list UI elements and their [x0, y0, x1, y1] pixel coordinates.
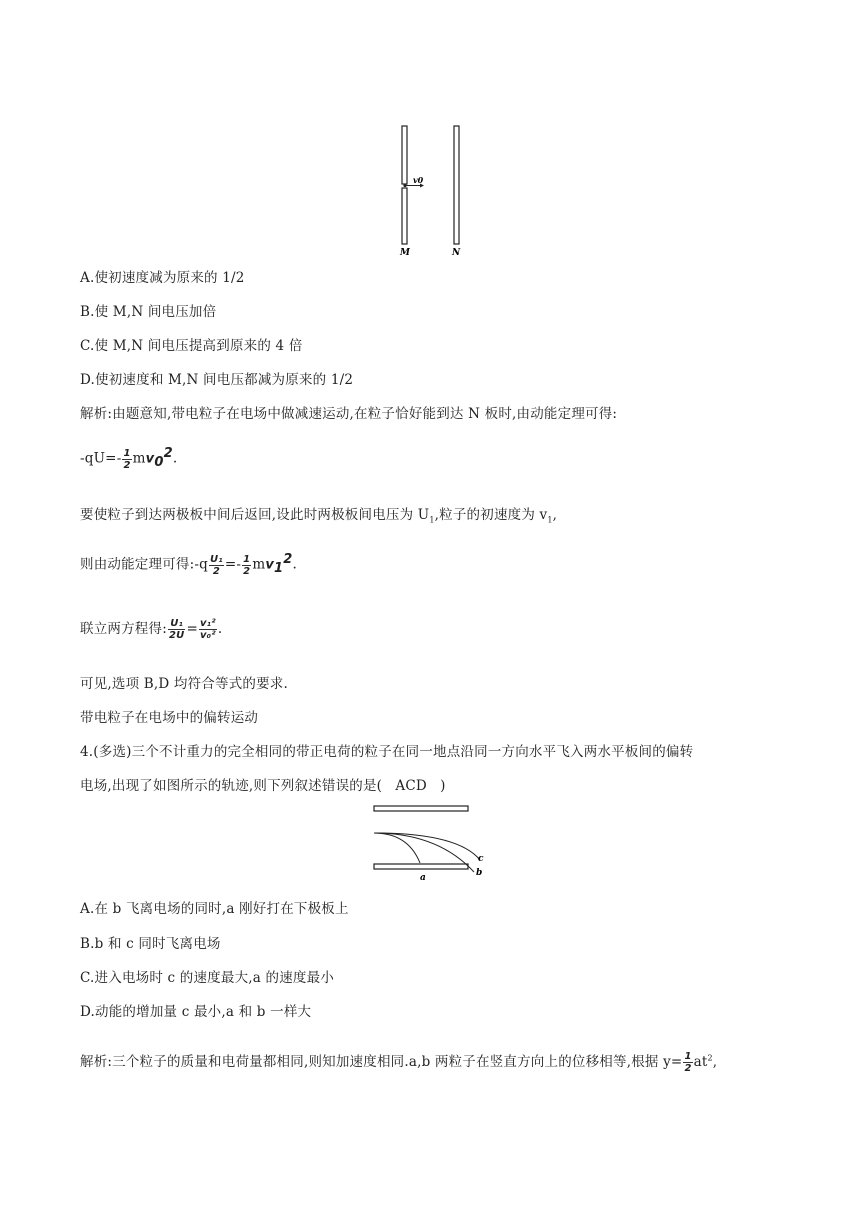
eq3-mid: =	[186, 621, 198, 637]
label-a: a	[420, 873, 426, 883]
eq2-sup: 2	[283, 552, 293, 567]
label-m: M	[400, 248, 410, 258]
eq3-f1-den: 2U	[168, 630, 185, 641]
eq2-prefix: 则由动能定理可得:-q	[80, 556, 208, 573]
plate-m-lower	[402, 188, 407, 244]
q4-analysis	[80, 1050, 717, 1074]
eq1-mass: m	[132, 450, 146, 467]
q4-paren-close: )	[440, 778, 446, 794]
eq1-var: v	[145, 451, 155, 467]
trajectory-b	[374, 833, 474, 872]
q4-option-b: B.b 和 c 同时飞离电场	[80, 936, 221, 952]
eq1-prefix: -qU=-	[80, 450, 122, 467]
plate-m-upper	[402, 126, 407, 184]
label-v0: v0	[413, 175, 424, 185]
q4-option-d: D.动能的增加量 c 最小,a 和 b 一样大	[80, 1004, 312, 1020]
equation-3	[80, 617, 222, 641]
analysis-line2	[80, 503, 557, 525]
eq2-fraction-2	[242, 554, 251, 577]
equation-2	[80, 552, 297, 577]
eq3-f2-den: v₀²	[199, 630, 216, 641]
eq2-f2-num: 1	[243, 553, 251, 565]
q4-option-a: A.在 b 飞离电场的同时,a 刚好打在下极板上	[80, 901, 349, 917]
eq2-f1-num: U₁	[209, 553, 223, 565]
eq1-sub: 0	[154, 455, 164, 471]
eq3-fraction-1	[168, 618, 185, 641]
option-b: B.使 M,N 间电压加倍	[80, 304, 217, 320]
eq1-den: 2	[123, 459, 131, 471]
eq2-mass: m	[252, 556, 266, 573]
equation-1	[80, 446, 177, 471]
eq3-fraction-2	[199, 618, 217, 641]
line2-a: 要使粒子到达两极板中间后返回,设此时两极板间电压为 U	[80, 507, 430, 523]
q4-option-c: C.进入电场时 c 的速度最大,a 的速度最小	[80, 970, 335, 986]
label-c: c	[478, 854, 484, 864]
line2-c: ,	[552, 507, 558, 523]
upper-plate	[374, 806, 468, 811]
q4-analysis-text: 解析:三个粒子的质量和电荷量都相同,则知加速度相同.a,b 两粒子在竖直方向上的位移相等,根据 y=	[80, 1054, 683, 1070]
eq2-fraction-1	[209, 554, 224, 577]
q4-frac-den: 2	[684, 1063, 692, 1074]
analysis-intro: 解析:由题意知,带电粒子在电场中做减速运动,在粒子恰好能到达 N 板时,由动能定理可得:	[80, 406, 618, 422]
plate-n	[454, 126, 459, 244]
option-a: A.使初速度减为原来的 1/2	[80, 270, 245, 286]
analysis-conclusion: 可见,选项 B,D 均符合等式的要求.	[80, 676, 289, 692]
q4-analysis-sup: 2	[707, 1053, 713, 1063]
deflection-figure	[368, 802, 492, 884]
q4-analysis-at: at	[693, 1054, 708, 1070]
line2-sub2: 1	[547, 515, 553, 525]
eq3-end: .	[217, 621, 223, 637]
eq2-var: v	[265, 557, 275, 573]
eq2-f1-den: 2	[212, 565, 220, 577]
label-b: b	[476, 868, 483, 878]
option-c: C.使 M,N 间电压提高到原来的 4 倍	[80, 338, 303, 354]
eq1-end: .	[172, 450, 178, 467]
plates-diagram	[390, 122, 470, 260]
q4-stem: 电场,出现了如图所示的轨迹,则下列叙述错误的是(	[80, 778, 383, 794]
trajectory-c	[374, 833, 480, 860]
eq1-sup: 2	[163, 446, 173, 461]
section-title: 带电粒子在电场中的偏转运动	[80, 710, 259, 726]
lower-plate	[374, 864, 468, 869]
deflection-diagram	[368, 802, 492, 884]
eq1-fraction	[122, 448, 131, 471]
plates-figure	[390, 122, 470, 260]
line2-sub1: 1	[429, 515, 435, 525]
eq3-f2-num: v₁²	[199, 618, 216, 629]
eq2-end: .	[292, 556, 298, 573]
q4-line2	[80, 774, 446, 794]
eq1-num: 1	[123, 447, 131, 459]
eq3-f1-num: U₁	[168, 618, 185, 630]
q4-analysis-end: ,	[712, 1054, 718, 1070]
eq2-sub: 1	[274, 561, 284, 577]
q4-frac-num: 1	[684, 1051, 692, 1062]
line2-b: ,粒子的初速度为 v	[434, 507, 548, 523]
option-d: D.使初速度和 M,N 间电压都减为原来的 1/2	[80, 372, 354, 388]
eq2-f2-den: 2	[243, 565, 251, 577]
q4-analysis-fraction	[683, 1051, 692, 1074]
eq2-mid1: =-	[224, 556, 242, 573]
label-n: N	[452, 248, 461, 258]
eq3-prefix: 联立两方程得:	[80, 621, 167, 637]
q4-answer: ACD	[395, 778, 427, 794]
q4-line1: 4.(多选)三个不计重力的完全相同的带正电荷的粒子在同一地点沿同一方向水平飞入两水平板间的偏转	[80, 744, 694, 760]
